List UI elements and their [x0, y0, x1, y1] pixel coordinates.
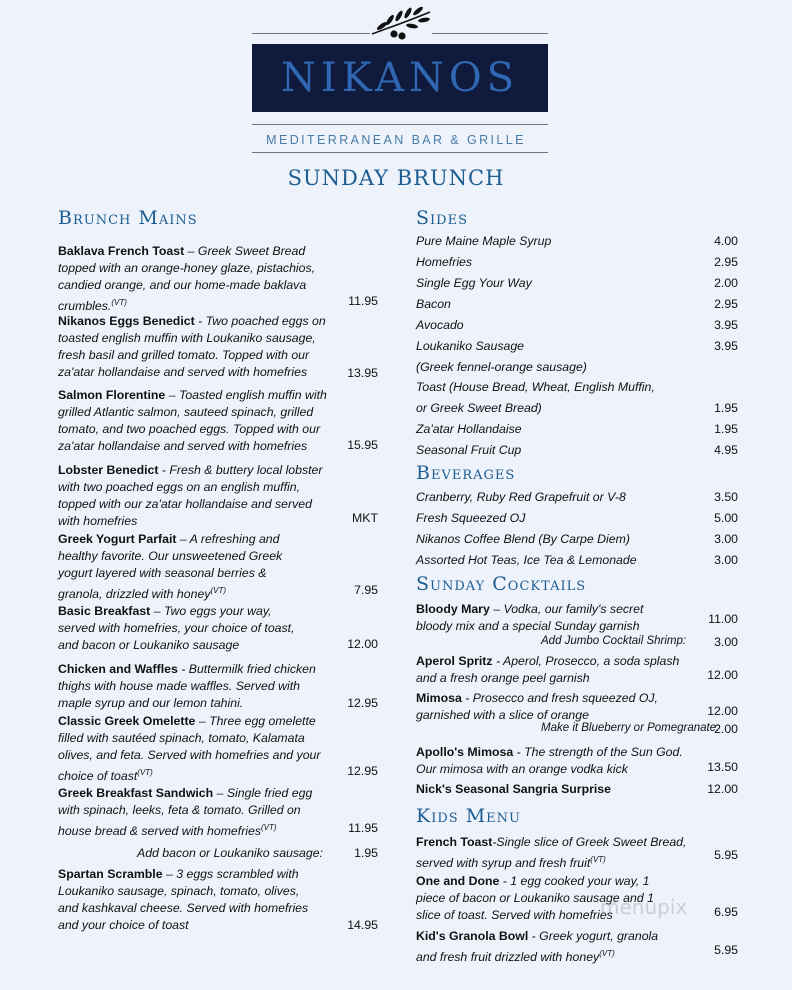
- item-description: topped with an orange-honey glaze, pistachios,: [58, 261, 316, 275]
- item-description: garnished with a slice of orange: [416, 708, 589, 722]
- menu-item: [416, 834, 716, 872]
- menu-row-price: 1.95: [714, 422, 738, 436]
- item-name: French Toast: [416, 835, 493, 849]
- item-description: filled with sautéed spinach, tomato, Kalamata: [58, 731, 305, 745]
- menu-item: [58, 531, 358, 603]
- menu-item: [58, 661, 358, 712]
- item-name: Greek Breakfast Sandwich: [58, 786, 214, 800]
- item-description: – Greek Sweet Bread: [184, 244, 306, 258]
- menu-row-price: 3.00: [714, 532, 738, 546]
- item-description: bloody mix and a special Sunday garnish: [416, 619, 640, 633]
- item-description: za'atar hollandaise and served with homefries: [58, 365, 308, 379]
- menu-item: [416, 781, 716, 798]
- menu-row-label: Nikanos Coffee Blend (By Carpe Diem): [416, 532, 630, 546]
- menu-row-price: 3.95: [714, 318, 738, 332]
- menu-item: [58, 785, 358, 840]
- item-description: and fresh fruit drizzled with honey: [416, 950, 600, 965]
- item-name: Greek Yogurt Parfait: [58, 532, 177, 546]
- top-rule-left: [252, 33, 370, 34]
- item-price: 11.00: [708, 612, 738, 626]
- top-rule-right: [432, 33, 548, 34]
- item-description: - Prosecco and fresh squeezed OJ,: [461, 691, 658, 705]
- bottom-rule: [252, 124, 548, 125]
- item-name: Nick's Seasonal Sangria Surprise: [416, 782, 611, 796]
- item-name: Aperol Spritz: [416, 654, 493, 668]
- item-name: One and Done: [416, 874, 500, 888]
- item-price: 12.00: [707, 782, 738, 796]
- item-price: 13.50: [707, 760, 738, 774]
- item-description: healthy favorite. Our unsweetened Greek: [58, 549, 283, 563]
- brand-logo: [252, 44, 548, 112]
- item-description: - 1 egg cooked your way, 1: [499, 874, 650, 888]
- menu-row-label: Homefries: [416, 255, 473, 269]
- item-price: 5.95: [714, 848, 738, 862]
- item-name: Bloody Mary: [416, 602, 490, 616]
- menu-row-price: 3.95: [714, 339, 738, 353]
- menu-header: [0, 0, 792, 160]
- item-price: 14.95: [347, 918, 378, 932]
- item-description: with two poached eggs on an english muffin,: [58, 480, 300, 494]
- menu-item: [416, 744, 716, 778]
- item-description: -Single slice of Greek Sweet Bread,: [492, 835, 687, 849]
- menu-row-price: 3.50: [714, 490, 738, 504]
- item-price: 11.95: [348, 821, 378, 835]
- menu-item: [416, 928, 716, 966]
- mains-addon-price: 1.95: [354, 846, 378, 860]
- item-description: house bread & served with homefries: [58, 824, 262, 839]
- item-description: granola, drizzled with honey: [58, 587, 211, 602]
- item-description: grilled Atlantic salmon, sauteed spinach, grilled: [58, 405, 314, 419]
- item-description: tomato, and two poached eggs. Topped with our: [58, 422, 321, 436]
- item-price: 12.00: [707, 668, 738, 682]
- item-name: Mimosa: [416, 691, 462, 705]
- item-name: Classic Greek Omelette: [58, 714, 196, 728]
- menu-item: [58, 866, 358, 934]
- item-description: yogurt layered with seasonal berries &: [58, 566, 267, 580]
- menu-row-price: 2.00: [714, 276, 738, 290]
- menu-row-label: Bacon: [416, 297, 451, 311]
- item-description: slice of toast. Served with homefries: [416, 908, 613, 922]
- menu-row-label: Seasonal Fruit Cup: [416, 443, 522, 457]
- item-description: maple syrup and our lemon tahini.: [58, 696, 244, 710]
- vegetarian-tag: (VT): [210, 586, 226, 595]
- item-price: 5.95: [714, 943, 738, 957]
- item-addon-price: 3.00: [714, 635, 738, 649]
- item-name: Basic Breakfast: [58, 604, 151, 618]
- item-description: Loukaniko sausage, spinach, tomato, olives,: [58, 884, 300, 898]
- item-description: and bacon or Loukaniko sausage: [58, 638, 240, 652]
- item-description: – Three egg omelette: [195, 714, 316, 728]
- section-beverages: Beverages: [416, 462, 516, 484]
- item-description: topped with our za'atar hollandaise and served: [58, 497, 312, 511]
- item-description: - The strength of the Sun God.: [513, 745, 683, 759]
- menu-row-price: 3.00: [714, 553, 738, 567]
- section-brunch-mains: Brunch Mains: [58, 207, 198, 229]
- item-description: - Greek yogurt, granola: [528, 929, 659, 943]
- item-name: Chicken and Waffles: [58, 662, 178, 676]
- menu-item: [416, 690, 716, 724]
- item-description: Our mimosa with an orange vodka kick: [416, 762, 628, 776]
- item-description: – A refreshing and: [176, 532, 280, 546]
- item-price: 12.95: [347, 764, 378, 778]
- item-description: olives, and feta. Served with homefries and your: [58, 748, 321, 762]
- item-description: – Vodka, our family's secret: [489, 602, 644, 616]
- menu-item: [58, 603, 358, 654]
- item-price: 12.00: [707, 704, 738, 718]
- item-description: fresh basil and grilled tomato. Topped with our: [58, 348, 310, 362]
- menu-item: [58, 713, 358, 785]
- item-description: - Aperol, Prosecco, a soda splash: [492, 654, 680, 668]
- item-description: choice of toast: [58, 769, 138, 784]
- menu-item: [58, 313, 358, 381]
- vegetarian-tag: (VT): [261, 823, 277, 832]
- brand-name: NIKANOS: [280, 55, 520, 101]
- item-addon-price: 2.00: [714, 722, 738, 736]
- item-description: – Two eggs your way,: [150, 604, 272, 618]
- item-description: thighs with house made waffles. Served with: [58, 679, 300, 693]
- menu-row-price: 2.95: [714, 297, 738, 311]
- menu-item: [58, 462, 358, 530]
- item-description: candied orange, and our home-made baklava: [58, 278, 307, 292]
- menu-item: [58, 243, 358, 315]
- item-price: 11.95: [348, 294, 378, 308]
- item-description: – Toasted english muffin with: [165, 388, 327, 402]
- menu-row-label: Za'atar Hollandaise: [416, 422, 522, 436]
- item-description: with spinach, leeks, feta & tomato. Grilled on: [58, 803, 301, 817]
- tagline: MEDITERRANEAN BAR & GRILLE: [266, 133, 526, 147]
- item-description: served with syrup and fresh fruit: [416, 856, 591, 871]
- item-description: and kashkaval cheese. Served with homefries: [58, 901, 309, 915]
- vegetarian-tag: (VT): [599, 949, 615, 958]
- section-kids-menu: Kids Menu: [416, 805, 521, 827]
- menu-row-price: 5.00: [714, 511, 738, 525]
- vegetarian-tag: (VT): [137, 768, 153, 777]
- section-sides: Sides: [416, 207, 468, 229]
- menu-row-label: Assorted Hot Teas, Ice Tea & Lemonade: [416, 553, 637, 567]
- item-description: - Buttermilk fried chicken: [177, 662, 316, 676]
- item-price: 7.95: [354, 583, 378, 597]
- item-description: with homefries: [58, 514, 138, 528]
- item-description: za'atar hollandaise and served with homefries: [58, 439, 308, 453]
- menu-row-price: 2.95: [714, 255, 738, 269]
- menu-row-price: 1.95: [714, 401, 738, 415]
- menu-row-label: Toast (House Bread, Wheat, English Muffin,: [416, 380, 655, 394]
- item-addon-label: Make it Blueberry or Pomegranate:: [541, 722, 720, 734]
- item-name: Nikanos Eggs Benedict: [58, 314, 195, 328]
- item-price: 15.95: [347, 438, 378, 452]
- vegetarian-tag: (VT): [590, 855, 606, 864]
- item-name: Kid's Granola Bowl: [416, 929, 529, 943]
- item-name: Salmon Florentine: [58, 388, 166, 402]
- item-description: served with homefries, your choice of toast,: [58, 621, 295, 635]
- item-price: MKT: [352, 511, 378, 525]
- menu-row-label: Pure Maine Maple Syrup: [416, 234, 552, 248]
- item-name: Baklava French Toast: [58, 244, 185, 258]
- menu-row-price: 4.00: [714, 234, 738, 248]
- tagline-rule: [252, 152, 548, 153]
- item-price: 6.95: [714, 905, 738, 919]
- item-description: - Two poached eggs on: [194, 314, 326, 328]
- menu-row-label: Fresh Squeezed OJ: [416, 511, 526, 525]
- item-description: piece of bacon or Loukaniko sausage and 1: [416, 891, 654, 905]
- olive-branch-icon: [366, 6, 436, 42]
- menu-row-price: 4.95: [714, 443, 738, 457]
- item-name: Spartan Scramble: [58, 867, 163, 881]
- menu-row-label: (Greek fennel-orange sausage): [416, 360, 587, 374]
- mains-addon-label: Add bacon or Loukaniko sausage:: [137, 846, 323, 860]
- item-price: 12.95: [347, 696, 378, 710]
- menu-item: [58, 387, 358, 455]
- item-description: – 3 eggs scrambled with: [162, 867, 299, 881]
- item-name: Lobster Benedict: [58, 463, 159, 477]
- item-price: 13.95: [347, 366, 378, 380]
- item-description: and a fresh orange peel garnish: [416, 671, 590, 685]
- item-description: and your choice of toast: [58, 918, 189, 932]
- menu-row-label: Single Egg Your Way: [416, 276, 532, 290]
- item-description: toasted english muffin with Loukaniko sausage,: [58, 331, 316, 345]
- item-description: crumbles.: [58, 299, 112, 314]
- item-name: Apollo's Mimosa: [416, 745, 514, 759]
- menu-row-label: Loukaniko Sausage: [416, 339, 525, 353]
- watermark: menupix: [600, 895, 688, 919]
- menu-item: [416, 653, 716, 687]
- menu-row-label: Avocado: [416, 318, 464, 332]
- vegetarian-tag: (VT): [111, 298, 127, 307]
- section-sunday-cocktails: Sunday Cocktails: [416, 573, 587, 595]
- menu-item: [416, 601, 716, 635]
- item-description: - Fresh & buttery local lobster: [158, 463, 323, 477]
- menu-row-label: Cranberry, Ruby Red Grapefruit or V-8: [416, 490, 626, 504]
- item-description: – Single fried egg: [213, 786, 313, 800]
- page-title: SUNDAY BRUNCH: [287, 166, 505, 190]
- menu-row-label: or Greek Sweet Bread): [416, 401, 542, 415]
- item-addon-label: Add Jumbo Cocktail Shrimp:: [541, 635, 687, 647]
- item-price: 12.00: [347, 637, 378, 651]
